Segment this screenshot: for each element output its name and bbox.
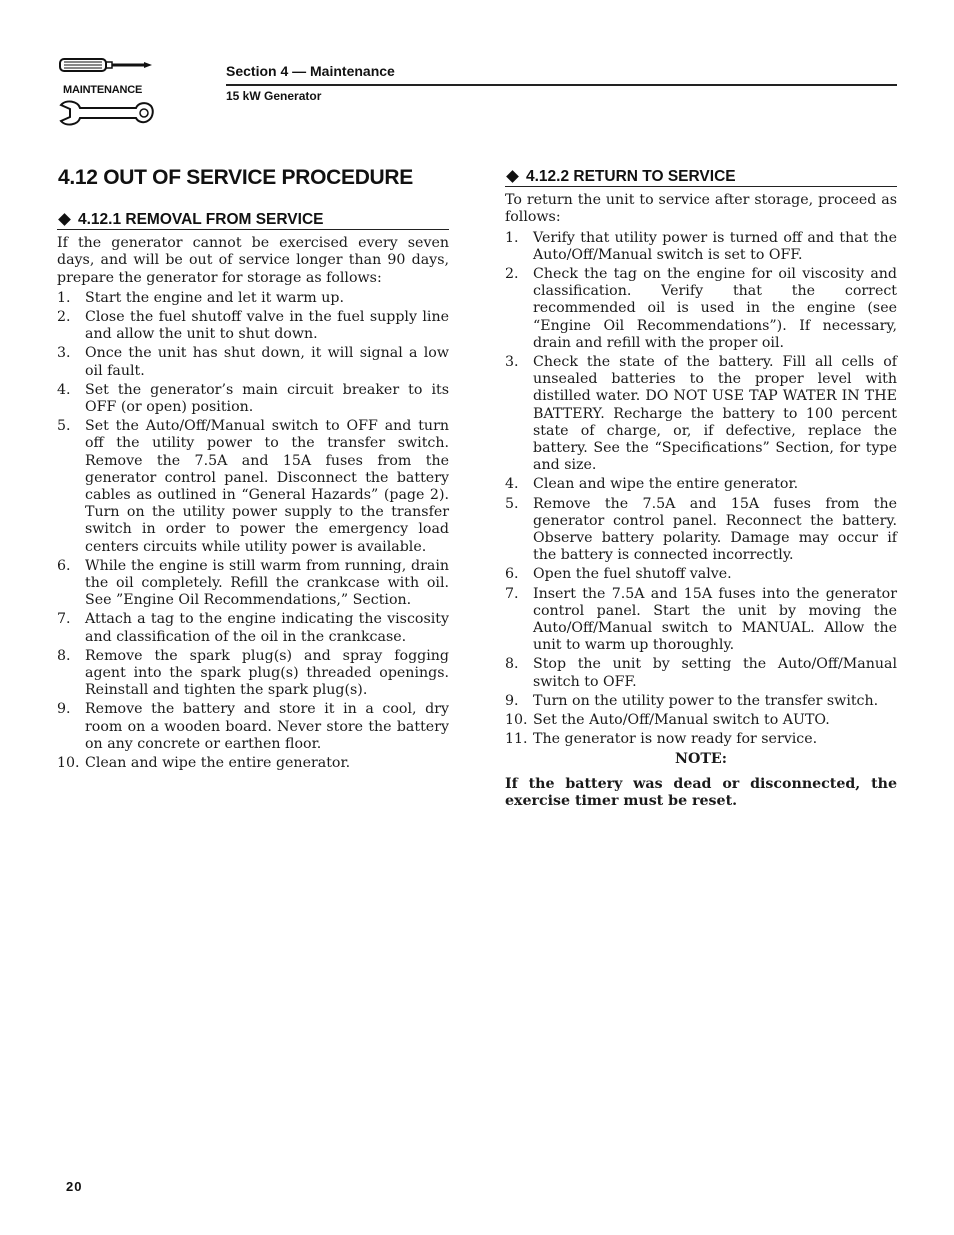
step-number: 9. [505, 692, 519, 709]
list-item [57, 701, 449, 753]
step-text: Clean and wipe the entire generator. [85, 755, 351, 772]
step-text: Remove the spark plug(s) and spray fogging agent into the spark plug(s) threaded openings. Reinstall and tighten the spark plug(s). [85, 647, 449, 699]
step-number: 7. [505, 585, 519, 602]
list-item [57, 382, 449, 416]
list-item [505, 476, 897, 493]
removal-steps [57, 290, 449, 772]
step-number: 4. [57, 381, 71, 398]
list-item [505, 712, 897, 729]
step-text: Start the engine and let it warm up. [85, 289, 344, 306]
step-text: Close the fuel shutoff valve in the fuel supply line and allow the unit to shut down. [85, 309, 449, 343]
screwdriver-icon [58, 56, 154, 74]
return-steps [505, 230, 897, 749]
step-number: 1. [505, 229, 519, 246]
step-text: Once the unit has shut down, it will signal a low oil fault. [85, 345, 449, 379]
step-number: 5. [57, 418, 71, 435]
note-text: If the battery was dead or disconnected, the exercise timer must be reset. [505, 775, 897, 809]
page-title: 4.12 OUT OF SERVICE PROCEDURE [58, 166, 413, 189]
removal-heading-text: 4.12.1 REMOVAL FROM SERVICE [78, 211, 324, 228]
step-number: 4. [505, 476, 519, 493]
wrench-icon [58, 100, 154, 126]
step-text: Set the Auto/Off/Manual switch to AUTO. [533, 712, 830, 729]
return-intro: To return the unit to service after storage, proceed as follows: [505, 192, 897, 226]
maintenance-logo [58, 56, 156, 128]
page-number: 20 [66, 1179, 83, 1194]
list-item [505, 266, 897, 352]
list-item [505, 566, 897, 583]
step-number: 5. [505, 495, 519, 512]
step-number: 10. [57, 755, 80, 772]
step-text: Open the fuel shutoff valve. [533, 566, 732, 583]
step-number: 3. [57, 345, 71, 362]
diamond-bullet-icon [58, 213, 71, 226]
step-text: Attach a tag to the engine indicating the viscosity and classification of the oil in the crankcase. [85, 611, 449, 645]
note-label: NOTE: [675, 750, 727, 767]
step-text: Verify that utility power is turned off and that the Auto/Off/Manual switch is set to OFF. [533, 229, 897, 263]
step-text: Remove the 7.5A and 15A fuses from the generator control panel. Reconnect the battery. Observe battery polarity. Damage may occur if the battery is connected incorrectly. [533, 495, 897, 564]
step-number: 7. [57, 611, 71, 628]
list-item [57, 418, 449, 556]
list-item [505, 496, 897, 565]
step-number: 9. [57, 701, 71, 718]
step-number: 2. [505, 266, 519, 283]
header-rule [226, 84, 897, 86]
step-text: Turn on the utility power to the transfer switch. [533, 692, 879, 709]
list-item [57, 648, 449, 700]
list-item [57, 558, 449, 610]
step-number: 11. [505, 731, 528, 748]
removal-intro: If the generator cannot be exercised every seven days, and will be out of service longer than 90 days, prepare the generator for storage as follows: [57, 235, 449, 286]
step-text: Set the Auto/Off/Manual switch to OFF and turn off the utility power to the transfer switch. Remove the 7.5A and 15A fuses from the generator control panel. Disconnect the battery cables as outlined in “General Hazards” (page 2). Turn on the utility power supply to the transfer switch in order to power the emergency load centers circuits while utility power is available. [85, 418, 449, 555]
step-number: 1. [57, 289, 71, 306]
step-text: Check the state of the battery. Fill all cells of unsealed batteries to the proper level with distilled water. DO NOT USE TAP WATER IN THE BATTERY. Recharge the battery to 100 percent state of charge, or, if defective, replace the battery. See the “Specifications” Section, for type and size. [533, 354, 897, 474]
list-item [505, 354, 897, 474]
list-item [505, 731, 897, 748]
list-item [57, 345, 449, 379]
step-number: 10. [505, 712, 528, 729]
logo-label: MAINTENANCE [63, 84, 143, 96]
return-heading [505, 168, 897, 187]
list-item [505, 693, 897, 710]
section-subtitle: 15 kW Generator [226, 89, 322, 103]
list-item [505, 230, 897, 264]
step-text: Clean and wipe the entire generator. [533, 476, 799, 493]
list-item [505, 586, 897, 655]
step-number: 8. [57, 647, 71, 664]
list-item [57, 309, 449, 343]
step-text: Stop the unit by setting the Auto/Off/Manual switch to OFF. [533, 656, 897, 690]
step-number: 6. [57, 557, 71, 574]
removal-heading [57, 211, 449, 230]
step-text: Remove the battery and store it in a cool, dry room on a wooden board. Never store the battery on any concrete or earthen floor. [85, 701, 449, 752]
step-number: 3. [505, 354, 519, 371]
step-text: While the engine is still warm from running, drain the oil completely. Refill the crankcase with oil. See ”Engine Oil Recommendations,” Section. [85, 557, 449, 609]
step-text: Insert the 7.5A and 15A fuses into the generator control panel. Start the unit by moving the Auto/Off/Manual switch to MANUAL. Allow the unit to warm up thoroughly. [533, 585, 897, 654]
diamond-bullet-icon [506, 170, 519, 183]
step-number: 8. [505, 656, 519, 673]
return-section [505, 168, 897, 810]
step-number: 6. [505, 566, 519, 583]
step-text: Check the tag on the engine for oil viscosity and classification. Verify that the correct recommended oil is used in the engine (see “Engine Oil Recommendations”). If necessary, drain and refill with the proper oil. [533, 266, 897, 351]
section-title: Section 4 — Maintenance [226, 63, 395, 79]
list-item [57, 755, 449, 772]
step-number: 2. [57, 309, 71, 326]
step-text: Set the generator’s main circuit breaker to its OFF (or open) position. [85, 381, 449, 416]
list-item [505, 656, 897, 690]
step-text: The generator is now ready for service. [533, 731, 818, 748]
list-item [57, 611, 449, 645]
removal-section [57, 211, 449, 774]
list-item [57, 290, 449, 307]
return-heading-text: 4.12.2 RETURN TO SERVICE [526, 168, 736, 185]
